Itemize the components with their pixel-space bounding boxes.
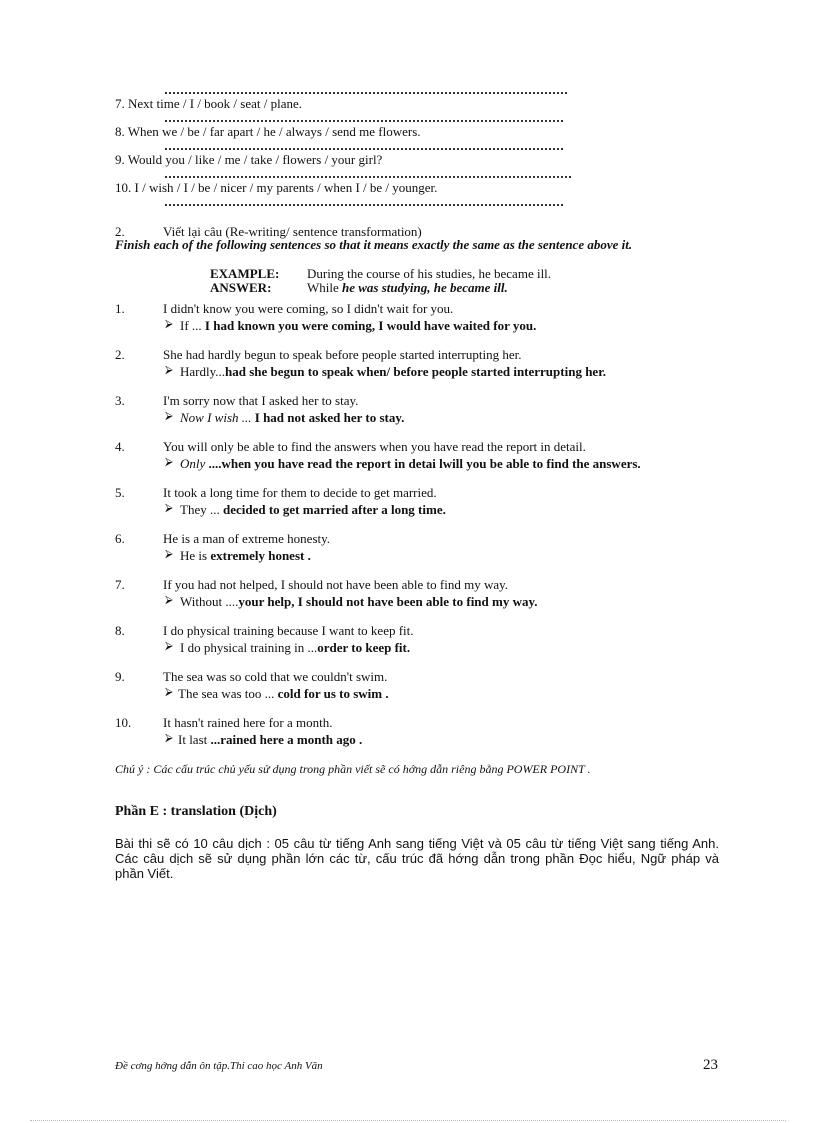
answer-completion: I had not asked her to stay.	[251, 410, 405, 425]
exercise-number: 6.	[115, 531, 125, 546]
answer-completion: decided to get married after a long time.	[219, 502, 446, 517]
answer-completion: your help, I should not have been able to find my way.	[238, 594, 538, 609]
answer-prefix: While	[307, 280, 343, 295]
list-item: 8. When we / be / far apart / he / always / send me flowers.	[115, 124, 421, 139]
exercise-question: She had hardly begun to speak before people started interrupting her.	[163, 347, 522, 362]
exercise-question: You will only be able to find the answers when you have read the report in detail.	[163, 439, 586, 454]
exercise-question: I do physical training because I want to keep fit.	[163, 623, 414, 638]
exercise-question: The sea was so cold that we couldn't swim.	[163, 669, 388, 684]
exercise-answer	[178, 686, 389, 702]
arrow-icon: ⮚	[165, 502, 173, 514]
list-item: 7. Next time / I / book / seat / plane.	[115, 96, 303, 111]
answer-prompt: They ...	[180, 502, 220, 517]
footer-divider	[30, 1120, 786, 1121]
answer-completion: I had known you were coming, I would have waited for you.	[201, 318, 537, 333]
exercise-number: 5.	[115, 485, 125, 500]
exercise-answer	[180, 318, 536, 334]
exercise-number: 8.	[115, 623, 125, 638]
note: Chú ý : Các cấu trúc chủ yếu sử dụng trong phần viết sẽ có hớng dẫn riêng bằng POWER POINT .	[115, 762, 591, 776]
answer-prompt: Without ....	[180, 594, 239, 609]
exercise-question: It hasn't rained here for a month.	[163, 715, 333, 730]
section-number: 2.	[115, 224, 125, 239]
exercise-number: 9.	[115, 669, 125, 684]
exercise-question: I didn't know you were coming, so I didn't wait for you.	[163, 301, 454, 316]
arrow-icon: ⮚	[165, 732, 173, 744]
section-heading: Viết lại câu (Re-writing/ sentence transformation)	[163, 224, 422, 239]
answer-prompt: Now I wish ...	[180, 410, 252, 425]
answer-prompt: Only	[180, 456, 206, 471]
arrow-icon: ⮚	[165, 548, 173, 560]
answer-prompt: I do physical training in ...	[180, 640, 318, 655]
exercise-question: If you had not helped, I should not have been able to find my way.	[163, 577, 509, 592]
answer-text: he was studying, he became ill.	[342, 280, 508, 295]
exercise-answer	[180, 456, 641, 472]
answer-prompt: The sea was too ...	[178, 686, 275, 701]
exercise-number: 10.	[115, 715, 132, 730]
answer-completion: cold for us to swim .	[274, 686, 389, 701]
example-text: During the course of his studies, he became ill.	[307, 266, 552, 281]
dotted-answer-line	[165, 92, 567, 94]
exercise-question: It took a long time for them to decide to get married.	[163, 485, 437, 500]
exercise-number: 4.	[115, 439, 125, 454]
arrow-icon: ⮚	[165, 640, 173, 652]
section-body: Bài thi sẽ có 10 câu dịch : 05 câu từ tiếng Anh sang tiếng Việt và 05 câu từ tiếng Việt sang tiếng Anh. Các câu dịch sẽ sử dụng phần lớn các từ, cấu trúc đã hớng dẫn trong phần Đọc hiểu, Ngữ pháp và phần Viết.	[115, 836, 719, 881]
answer-label: ANSWER:	[210, 280, 272, 295]
arrow-icon: ⮚	[165, 594, 173, 606]
exercise-answer	[180, 502, 446, 518]
answer-line	[307, 280, 508, 296]
dotted-answer-line	[165, 204, 563, 206]
exercise-answer	[178, 732, 362, 748]
exercise-answer	[180, 594, 538, 610]
answer-prompt: He is	[180, 548, 208, 563]
dotted-answer-line	[165, 148, 563, 150]
exercise-answer	[180, 548, 311, 564]
exercise-number: 7.	[115, 577, 125, 592]
dotted-answer-line	[165, 120, 563, 122]
list-item: 10. I / wish / I / be / nicer / my parents / when I / be / younger.	[115, 180, 438, 195]
exercise-question: I'm sorry now that I asked her to stay.	[163, 393, 359, 408]
section-title: Phần E : translation (Dịch)	[115, 804, 277, 819]
exercise-number: 1.	[115, 301, 125, 316]
answer-prompt: It last	[178, 732, 208, 747]
section-instruction: Finish each of the following sentences so that it means exactly the same as the sentence above it.	[115, 237, 633, 252]
example-label: EXAMPLE:	[210, 266, 280, 281]
answer-completion: had she begun to speak when/ before people started interrupting her.	[225, 364, 607, 379]
exercise-answer	[180, 364, 606, 380]
answer-prompt: Hardly...	[180, 364, 226, 379]
arrow-icon: ⮚	[165, 456, 173, 468]
exercise-question: He is a man of extreme honesty.	[163, 531, 331, 546]
exercise-answer	[180, 640, 410, 656]
list-item: 9. Would you / like / me / take / flowers / your girl?	[115, 152, 383, 167]
dotted-answer-line	[165, 176, 571, 178]
arrow-icon: ⮚	[165, 364, 173, 376]
page-number: 23	[703, 1057, 718, 1073]
answer-completion: extremely honest .	[207, 548, 311, 563]
answer-prompt: If ...	[180, 318, 202, 333]
answer-completion: ...rained here a month ago .	[207, 732, 363, 747]
arrow-icon: ⮚	[165, 410, 173, 422]
answer-completion: order to keep fit.	[317, 640, 411, 655]
footer-text: Đề cơng hớng dẫn ôn tập.Thi cao học Anh Văn	[115, 1060, 323, 1072]
exercise-answer	[180, 410, 404, 426]
answer-completion: ....when you have read the report in detai lwill you be able to find the answers.	[205, 456, 641, 471]
arrow-icon: ⮚	[165, 686, 173, 698]
arrow-icon: ⮚	[165, 318, 173, 330]
exercise-number: 3.	[115, 393, 125, 408]
exercise-number: 2.	[115, 347, 125, 362]
